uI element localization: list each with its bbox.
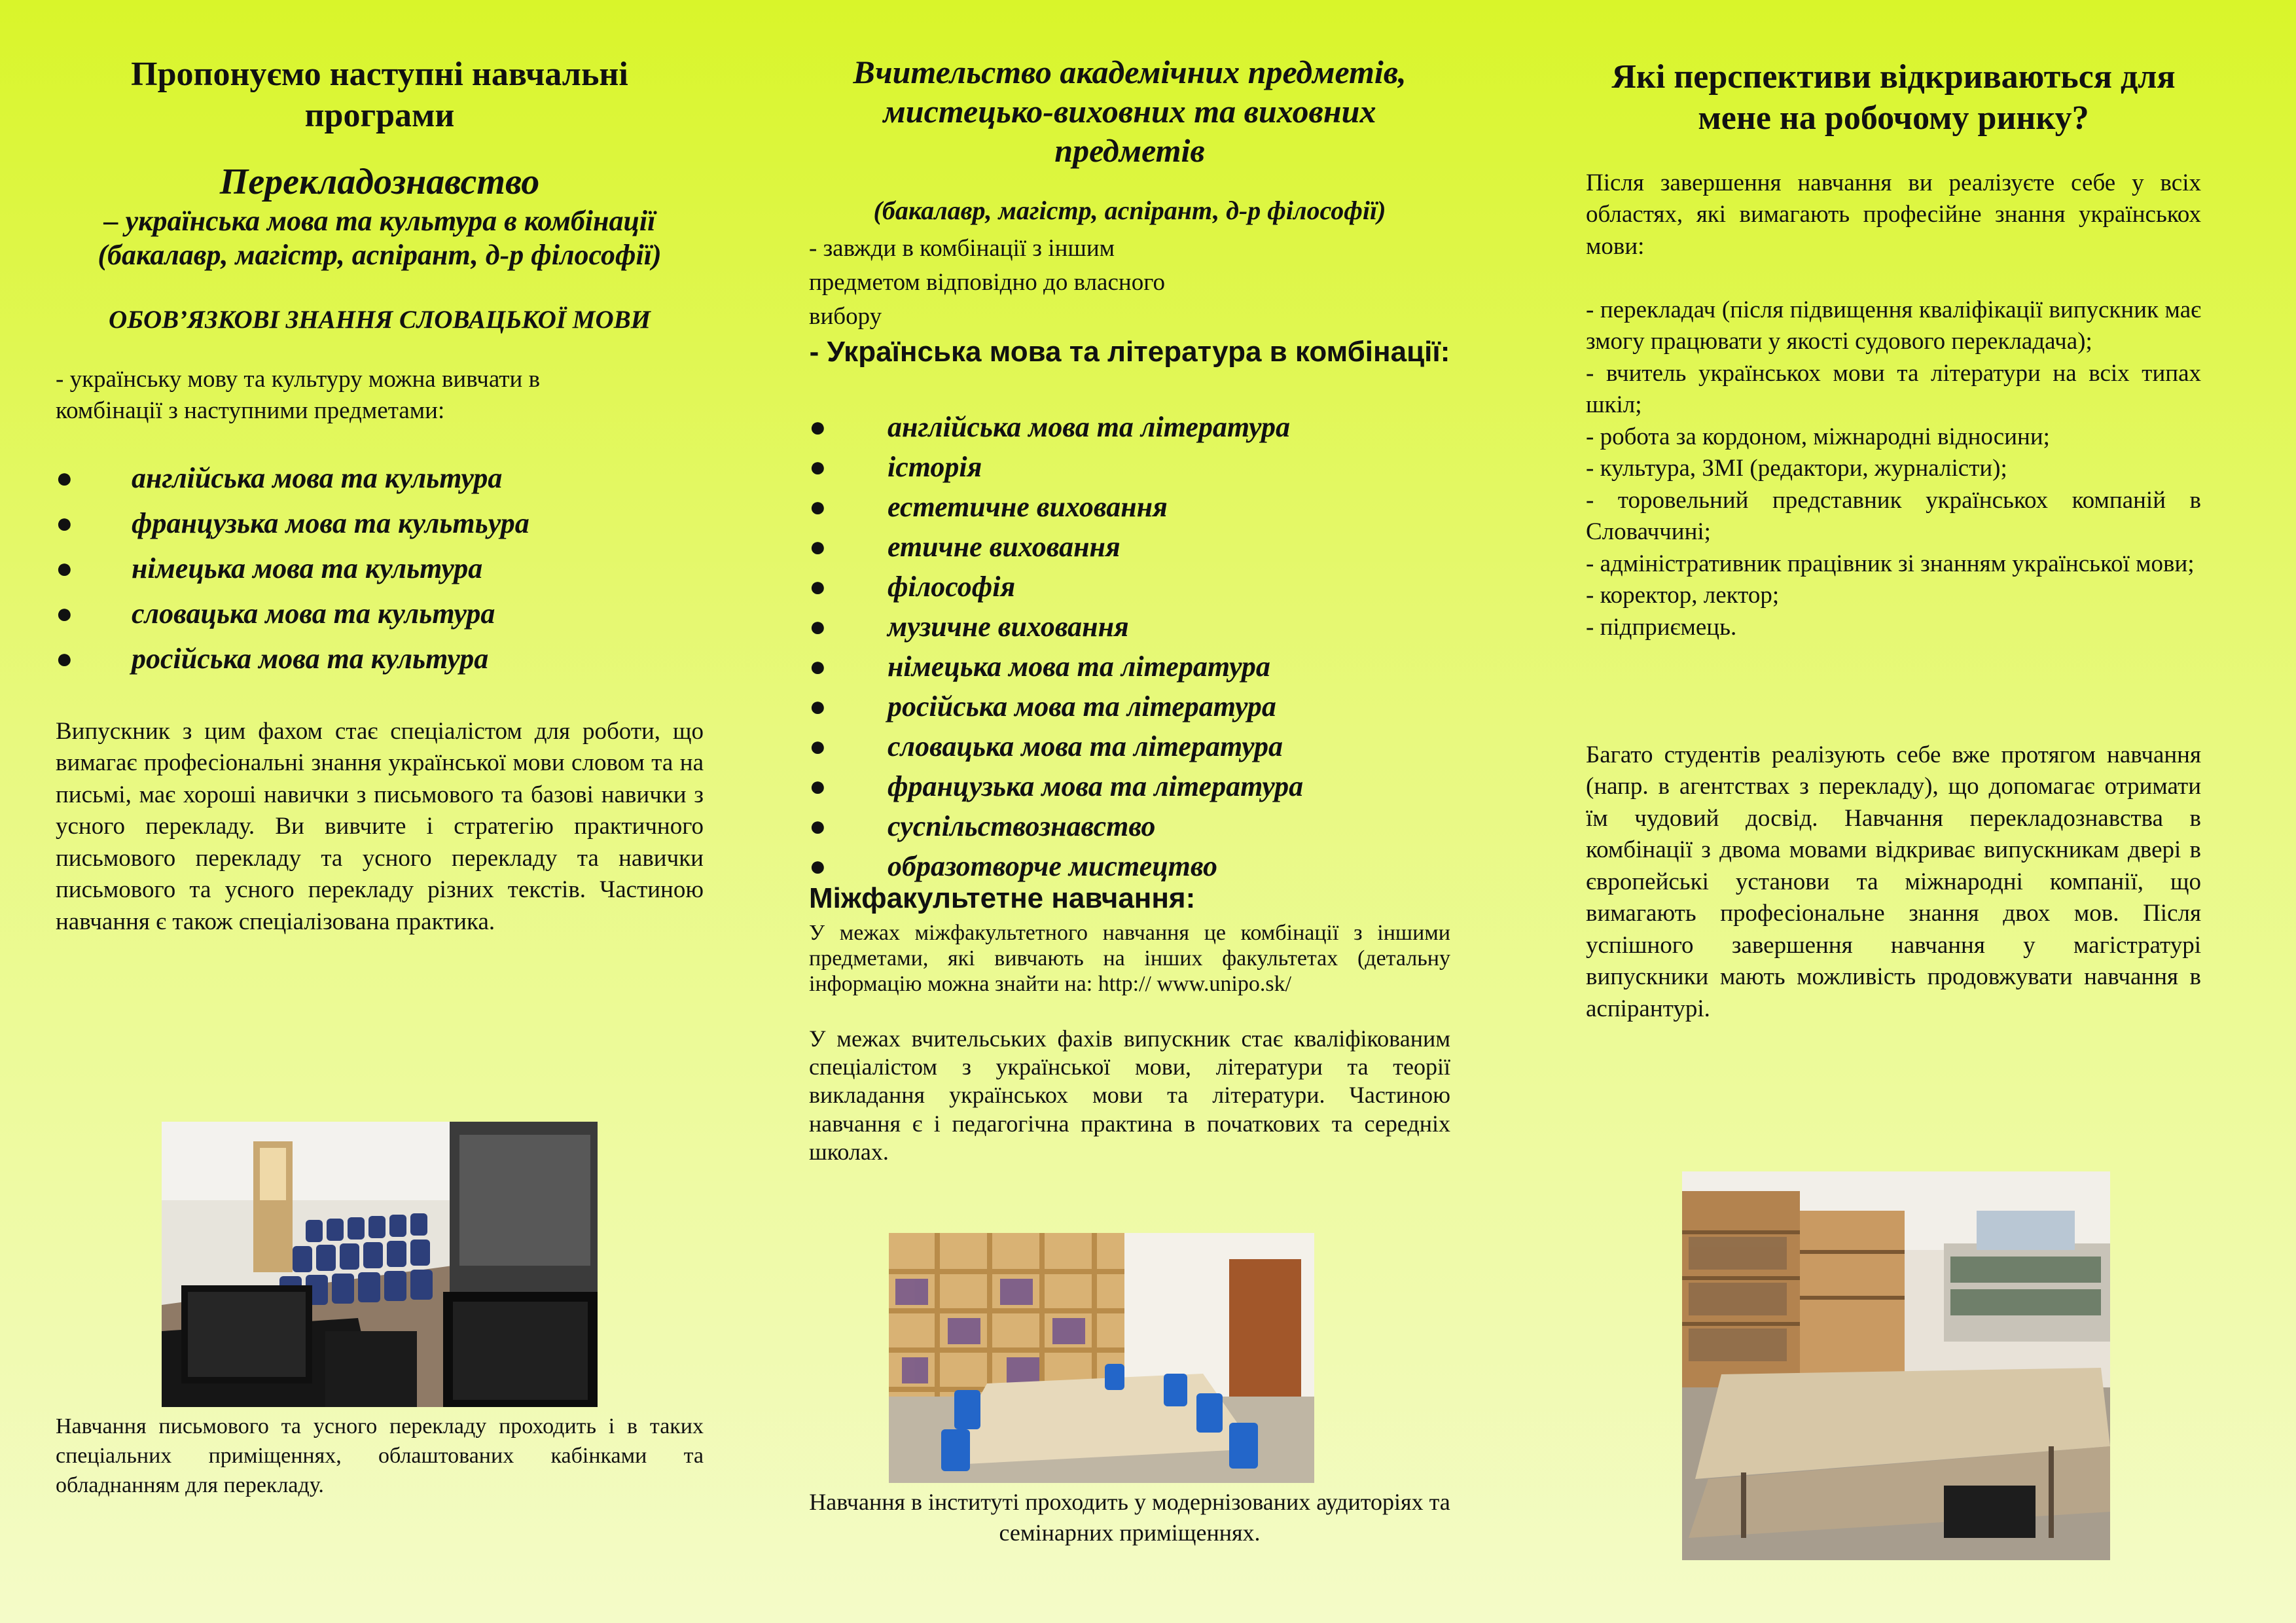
list-item: ● етичне виховання bbox=[809, 527, 1450, 567]
list-item: ● російська мова та література bbox=[809, 687, 1450, 726]
teacher-subject-list bbox=[809, 407, 1450, 886]
seminar-photo-caption: Навчання в інституті проходить у модернізованих аудиторіях та семінарних приміщеннях. bbox=[809, 1489, 1450, 1546]
program-title: Перекладознавство bbox=[219, 162, 540, 202]
library-classroom-photo bbox=[1682, 1171, 2110, 1560]
teacher-qualification-text: У межах вчительських фахів випускник стає кваліфікованим спеціалістом з української мови, літератури та теорії викладання українськох мови та літератури. Частиною навчання є і педагогічна практина в початкових та середніх школах. bbox=[809, 1026, 1450, 1165]
list-item: - робота за кордоном, міжнародні відносини; bbox=[1586, 423, 2050, 450]
booth-photo-caption: Навчання письмового та усного перекладу проходить і в таких спеціальних приміщеннях, облаштованих кабінками та обладнанням для перекладу. bbox=[56, 1414, 704, 1497]
career-list bbox=[1586, 294, 2201, 643]
slovak-requirement: ОБОВ’ЯЗКОВІ ЗНАННЯ СЛОВАЦЬКОЇ МОВИ bbox=[109, 306, 651, 334]
interfaculty-text: У межах міжфакультетного навчання це комбінації з іншими предметами, які вивчають на інших факультетах (детальну інформацію можна знайти на: http:// www.unipo.sk/ bbox=[809, 921, 1450, 997]
students-experience-text: Багато студентів реалізують себе вже протягом навчання (напр. в агентствах з перекладу), що допомагає отримати їм чудовий досвід. Навчання перекладознавства в комбінації з двома мовами відкриває випускникам двері в європейські установи та міжнародні компанії, що вимагають професіональне знання двох мов. Після успішного завершення навчання у магістратурі випускники мають можливість продовжувати навчання в аспірантурі. bbox=[1586, 741, 2201, 1022]
column-teacher-training bbox=[809, 0, 1450, 1623]
list-item: ● словацька мова та література bbox=[809, 726, 1450, 766]
combination-note: - завжди в комбінації з іншим предметом відповідно до власного вибору bbox=[809, 235, 1165, 330]
list-item: - коректор, лектор; bbox=[1586, 582, 1780, 609]
degree-levels: (бакалавр, магістр, аспірант, д-р філософії) bbox=[873, 196, 1386, 225]
list-item: - вчитель українськох мови та літератури на всіх типах шкіл; bbox=[1586, 359, 2201, 419]
column1-heading: Пропонуємо наступні навчальні програми bbox=[131, 56, 628, 135]
subject-list bbox=[56, 455, 704, 681]
combination-heading: - Українська мова та література в комбінації: bbox=[809, 336, 1450, 368]
program-subtitle: – українська мова та культура в комбінації (бакалавр, магістр, аспірант, д-р філософії) bbox=[98, 205, 662, 271]
column2-heading: Вчительство академічних предметів, мистецько-виховних та виховних предметів bbox=[853, 54, 1407, 169]
list-item: - адміністративник працівник зі знанням української мови; bbox=[1586, 550, 2195, 577]
list-item: ● словацька мова та культура bbox=[56, 591, 704, 636]
list-item: - торовельний представник українськох компаній в Словаччині; bbox=[1586, 486, 2201, 546]
list-item: ● естетичне виховання bbox=[809, 487, 1450, 527]
list-item: ● суспільствознавство bbox=[809, 806, 1450, 846]
list-item: ● музичне виховання bbox=[809, 607, 1450, 647]
list-item: ● німецька мова та культура bbox=[56, 546, 704, 591]
list-item: ● російська мова та культура bbox=[56, 636, 704, 681]
column-translation-studies bbox=[56, 0, 704, 1623]
combination-intro: - українську мову та культуру можна вивчати в комбінації з наступними предметами: bbox=[56, 366, 541, 425]
list-item: - підприємець. bbox=[1586, 613, 1737, 641]
graduate-description: Випускник з цим фахом стає спеціалістом для роботи, що вимагає професіональні знання української мови словом та на письмі, має хороші навички з письмового та базові навички з усного перекладу. Ви вивчите і стратегію практичного письмового перекладу та усного перекладу та навички письмового та усного перекладу різних текстів. Частиною навчання є також спеціалізована практика. bbox=[56, 718, 704, 935]
list-item: ● філософія bbox=[809, 567, 1450, 607]
interpreting-booth-photo bbox=[162, 1122, 598, 1407]
interfaculty-heading: Міжфакультетне навчання: bbox=[809, 882, 1196, 914]
list-item: ● історія bbox=[809, 447, 1450, 487]
column-career-prospects bbox=[1586, 0, 2201, 1623]
list-item: ● образотворче мистецтво bbox=[809, 846, 1450, 886]
list-item: ● французька мова та культьура bbox=[56, 501, 704, 546]
seminar-room-photo bbox=[889, 1233, 1314, 1483]
list-item: ● англійська мова та література bbox=[809, 407, 1450, 447]
career-intro: Після завершення навчання ви реалізуєте себе у всіх областях, які вимагають професійне знання українськох мови: bbox=[1586, 169, 2201, 260]
list-item: ● англійська мова та культура bbox=[56, 455, 704, 501]
list-item: - перекладач (після підвищення кваліфікації випускник має змогу працювати у якості судового перекладача); bbox=[1586, 296, 2201, 355]
list-item: ● німецька мова та література bbox=[809, 647, 1450, 687]
column3-heading: Які перспективи відкриваються для мене на робочому ринку? bbox=[1611, 58, 2176, 137]
list-item: - культура, ЗМІ (редактори, журналісти); bbox=[1586, 455, 2007, 482]
list-item: ● французька мова та література bbox=[809, 766, 1450, 806]
